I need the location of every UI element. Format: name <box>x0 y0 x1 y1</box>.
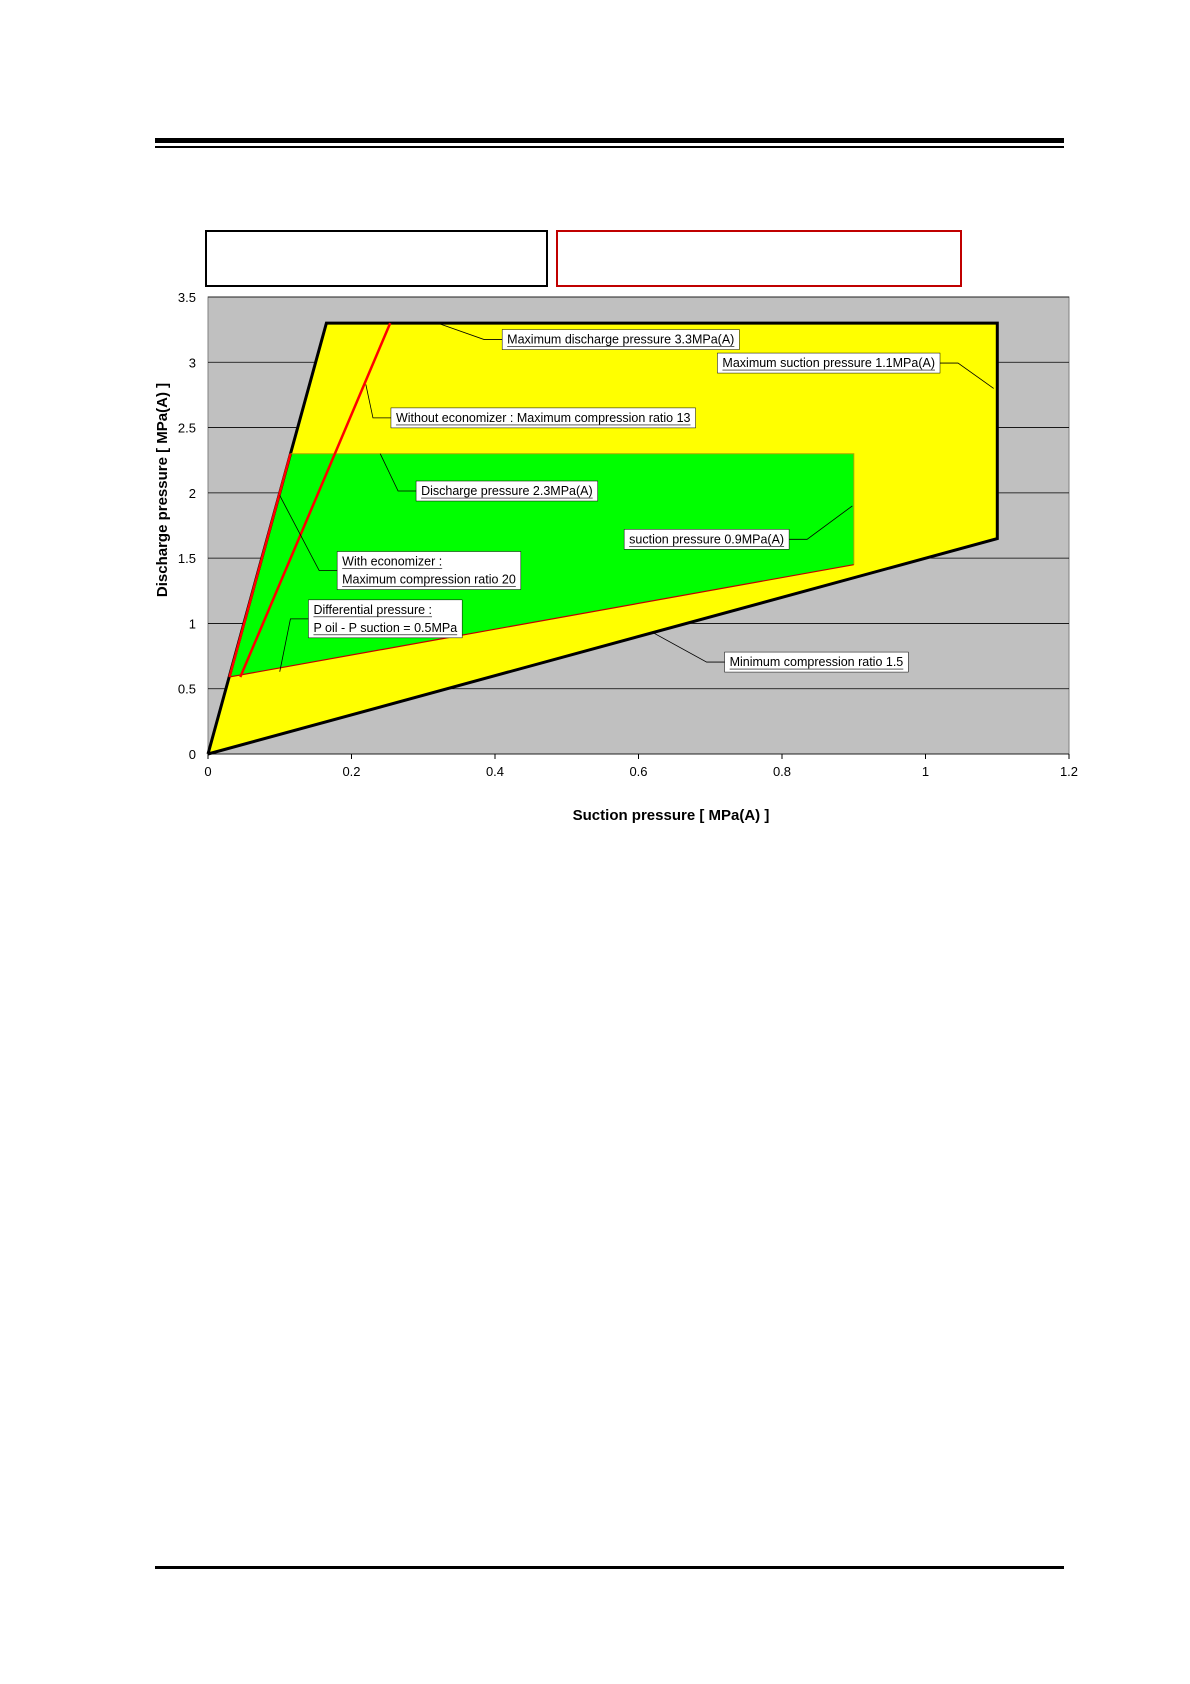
x-tick-label-3: 0.6 <box>629 764 648 779</box>
annotation-6-text-0: Differential pressure : <box>313 602 433 617</box>
y-tick-label-3: 1.5 <box>177 551 196 567</box>
x-tick-label-5: 1 <box>921 764 930 779</box>
x-tick-label-1: 0.2 <box>342 764 361 779</box>
y-tick-label-4: 2 <box>188 485 196 501</box>
x-tick-label-4: 0.8 <box>772 764 792 779</box>
y-tick-label-7: 3.5 <box>177 290 196 305</box>
y-tick-label-6: 3 <box>188 355 196 371</box>
annotation-5-text-0: With economizer : <box>342 554 443 569</box>
annotation-4-text-0: suction pressure 0.9MPa(A) <box>629 532 785 547</box>
annotation-5-text-1: Maximum compression ratio 20 <box>342 572 516 587</box>
footer-rule <box>155 1566 1064 1569</box>
y-tick-label-1: 0.5 <box>177 681 196 697</box>
annotation-2-text-0: Without economizer : Maximum compression ratio 13 <box>395 410 691 425</box>
annotation-6-text-1: P oil - P suction = 0.5MPa <box>313 620 458 635</box>
y-axis-title: Discharge pressure [ MPa(A) ] <box>154 382 171 598</box>
annotation-3-text-0: Discharge pressure 2.3MPa(A) <box>421 484 593 499</box>
y-tick-label-0: 0 <box>188 747 196 762</box>
x-axis-title: Suction pressure [ MPa(A) ] <box>572 807 770 824</box>
x-tick-label-0: 0 <box>204 764 212 779</box>
x-tick-label-6: 1.2 <box>1059 764 1079 779</box>
annotation-1-text-0: Maximum suction pressure 1.1MPa(A) <box>722 356 936 371</box>
x-tick-label-2: 0.4 <box>485 764 505 779</box>
y-tick-label-5: 2.5 <box>177 420 196 436</box>
annotation-7-text-0: Minimum compression ratio 1.5 <box>729 655 904 670</box>
y-tick-label-2: 1 <box>188 616 196 632</box>
annotation-0-text-0: Maximum discharge pressure 3.3MPa(A) <box>507 332 735 347</box>
